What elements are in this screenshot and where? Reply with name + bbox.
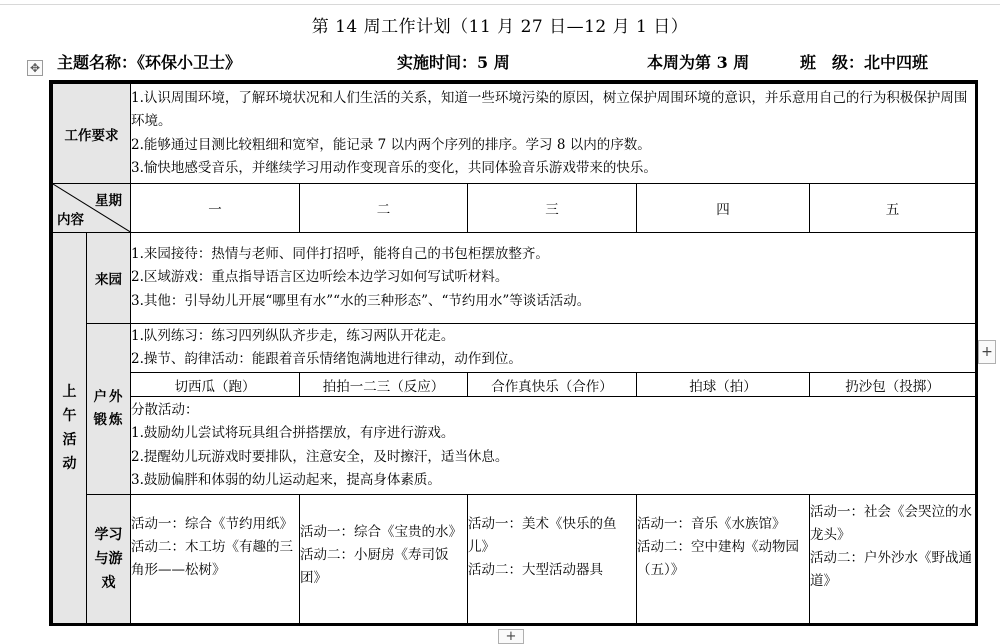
current-week: 本周为第 3 周 — [647, 53, 750, 72]
free-activity-item: 1.鼓励幼儿尝试将玩具组合拼搭摆放，有序进行游戏。 — [131, 425, 455, 441]
requirement-item: 3.愉快地感受音乐，并继续学习用动作变现音乐的变化，共同体验音乐游戏带来的快乐。 — [131, 160, 657, 176]
learning-day-cell — [468, 495, 637, 624]
activity-two: 活动二：大型活动器具 — [468, 562, 603, 578]
outdoor-cell — [131, 324, 976, 373]
free-activity-item: 2.提醒幼儿玩游戏时要排队，注意安全，及时擦汗，适当休息。 — [131, 448, 509, 465]
learning-day-cell — [810, 495, 976, 624]
arrival-item: 3.其他：引导幼儿开展“哪里有水”“水的三种形态”、“节约用水”等谈话活动。 — [131, 292, 591, 309]
learning-day-cell — [300, 495, 468, 624]
free-activity-item: 3.鼓励偏胖和体弱的幼儿运动起来，提高身体素质。 — [131, 472, 441, 488]
diagonal-header-cell — [53, 184, 131, 233]
requirement-item: 1.认识周围环境，了解环境状况和人们生活的关系，知道一些环境污染的原因，树立保护周围环境的意识，并乐意用自己的行为积极保护周围环境。 — [131, 89, 968, 129]
outdoor-label — [87, 324, 131, 495]
arrival-label: 来园 — [87, 233, 131, 324]
page-top-edge — [0, 4, 1000, 5]
outdoor-item: 2.操节、韵律活动：能跟着音乐情绪饱满地进行律动，动作到位。 — [131, 351, 522, 367]
add-row-plus-icon[interactable]: + — [498, 629, 524, 644]
outdoor-label-text: 户外锻炼 — [93, 389, 125, 428]
add-column-plus-icon[interactable]: + — [978, 340, 996, 364]
outdoor-game: 扔沙包（投掷） — [810, 373, 976, 397]
header-content-label: 内容 — [57, 212, 84, 228]
morning-activities-label — [53, 233, 87, 624]
outdoor-game: 拍拍一二三（反应） — [300, 373, 468, 397]
free-activity-title: 分散活动： — [131, 401, 199, 418]
learning-label-text: 学习与游戏 — [94, 527, 123, 591]
activity-one: 活动一：综合《节约用纸》 — [131, 516, 293, 532]
activity-two: 活动二：木工坊《有趣的三角形——松树》 — [131, 539, 293, 578]
outdoor-game: 切西瓜（跑） — [131, 373, 300, 397]
day-header: 一 — [131, 184, 300, 233]
requirements-label: 工作要求 — [53, 84, 131, 184]
implementation-time: 实施时间：5 周 — [397, 53, 510, 72]
requirement-item: 2.能够通过目测比较粗细和宽窄，能记录 7 以内两个序列的排序。学习 8 以内的序数。 — [131, 136, 651, 153]
day-header: 五 — [810, 184, 976, 233]
activity-one: 活动一：美术《快乐的鱼儿》 — [468, 516, 617, 555]
free-activity-row — [53, 397, 976, 495]
learning-day-cell — [131, 495, 300, 624]
outdoor-games-row — [53, 373, 976, 397]
learning-day-cell — [637, 495, 810, 624]
arrival-cell — [131, 233, 976, 324]
outdoor-item: 1.队列练习：练习四列纵队齐步走，练习两队开花走。 — [131, 327, 455, 344]
arrival-row — [53, 233, 976, 324]
learning-label — [87, 495, 131, 624]
day-header: 四 — [637, 184, 810, 233]
header-day-label: 星期 — [95, 193, 122, 209]
activity-two: 活动二：户外沙水《野战通道》 — [810, 550, 972, 589]
day-header: 二 — [300, 184, 468, 233]
outdoor-game: 合作真快乐（合作） — [468, 373, 637, 397]
day-header: 三 — [468, 184, 637, 233]
activity-one: 活动一：综合《宝贵的水》 — [300, 524, 462, 540]
weekly-plan-table — [52, 83, 976, 624]
outdoor-row — [53, 324, 976, 373]
free-activity-cell — [131, 397, 976, 495]
arrival-item: 2.区域游戏：重点指导语言区边听绘本边学习如何写试听材料。 — [131, 269, 509, 286]
outdoor-game: 拍球（拍） — [637, 373, 810, 397]
page-title: 第 14 周工作计划（11 月 27 日—12 月 1 日） — [311, 17, 689, 37]
theme-name: 主题名称：《环保小卫士》 — [57, 53, 242, 72]
activity-two: 活动二：空中建构《动物园（五）》 — [637, 539, 799, 578]
morning-label-text: 上午活动 — [62, 384, 77, 472]
arrival-item: 1.来园接待：热情与老师、同伴打招呼，能将自己的书包柜摆放整齐。 — [131, 245, 549, 262]
activity-one: 活动一：音乐《水族馆》 — [637, 516, 786, 532]
class-name: 班 级：北中四班 — [800, 53, 929, 72]
move-handle-icon[interactable]: ✥ — [27, 60, 43, 76]
learning-row — [53, 495, 976, 624]
day-header-row — [53, 184, 976, 233]
activity-two: 活动二：小厨房《寿司饭团》 — [300, 547, 449, 586]
requirements-cell — [131, 84, 976, 184]
activity-one: 活动一：社会《会哭泣的水龙头》 — [810, 504, 972, 543]
meta-row — [0, 50, 1000, 72]
requirements-row — [53, 84, 976, 184]
